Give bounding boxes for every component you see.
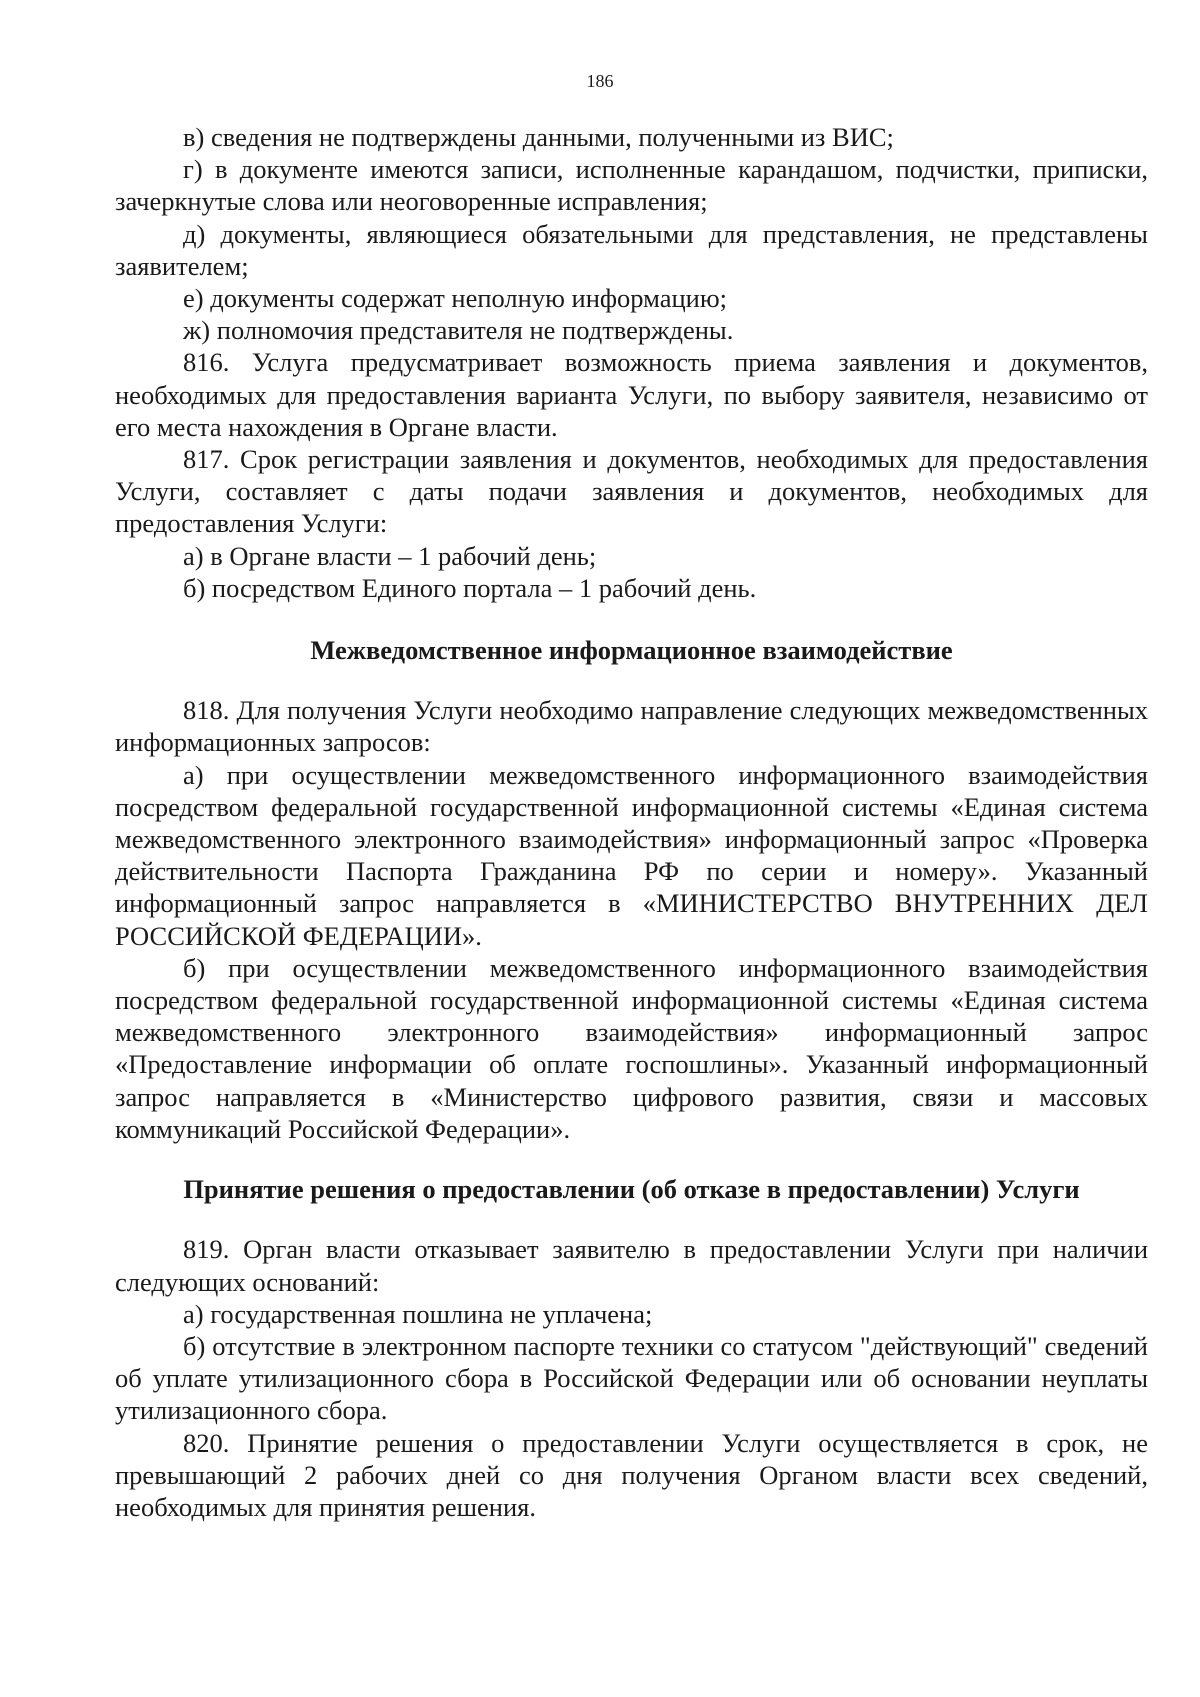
paragraph-item-d: д) документы, являющиеся обязательными для представления, не представлены заявителем; (115, 218, 1148, 281)
document-body (115, 121, 1148, 1523)
paragraph-item-e: е) документы содержат неполную информацию; (183, 283, 728, 314)
paragraph-817-a: а) в Органе власти – 1 рабочий день; (183, 540, 597, 571)
paragraph-item-v: в) сведения не подтверждены данными, полученными из ВИС; (183, 122, 894, 152)
paragraph-816: 816. Услуга предусматривает возможность приема заявления и документов, необходимых для предоставления варианта Услуги, по выбору заявителя, независимо от его места нахождения в Органе власти. (115, 347, 1148, 442)
section-heading-interagency: Межведомственное информационное взаимодействие (310, 635, 953, 666)
paragraph-item-zh: ж) полномочия представителя не подтверждены. (183, 315, 734, 346)
page-number: 186 (586, 71, 614, 91)
paragraph-819: 819. Орган власти отказывает заявителю в предоставлении Услуги при наличии следующих оснований: (115, 1234, 1148, 1297)
paragraph-818-a: а) при осуществлении межведомственного информационного взаимодействия посредством федеральной государственной информационной системы «Единая система межведомственного электронного взаимодействия» информационный запрос «Проверка действительности Паспорта Гражданина РФ по серии и номеру». Указанный информационный запрос направляется в «МИНИСТЕРСТВО ВНУТРЕННИХ ДЕЛ РОССИЙСКОЙ ФЕДЕРАЦИИ». (115, 759, 1148, 951)
paragraph-item-g: г) в документе имеются записи, исполненные карандашом, подчистки, приписки, зачеркнутые слова или неоговоренные исправления; (115, 154, 1148, 217)
paragraph-818: 818. Для получения Услуги необходимо направление следующих межведомственных информационных запросов: (115, 695, 1148, 758)
paragraph-817-b: б) посредством Единого портала – 1 рабочий день. (183, 572, 757, 603)
paragraph-818-b: б) при осуществлении межведомственного информационного взаимодействия посредством федеральной государственной информационной системы «Единая система межведомственного электронного взаимодействия» информационный запрос «Предоставление информации об оплате госпошлины». Указанный информационный запрос направляется в «Министерство цифрового развития, связи и массовых коммуникаций Российской Федерации». (115, 952, 1148, 1144)
paragraph-820: 820. Принятие решения о предоставлении Услуги осуществляется в срок, не превышающий 2 рабочих дней со дня получения Органом власти всех сведений, необходимых для принятия решения. (115, 1427, 1148, 1522)
paragraph-817: 817. Срок регистрации заявления и документов, необходимых для предоставления Услуги, составляет с даты подачи заявления и документов, необходимых для предоставления Услуги: (115, 444, 1148, 539)
section-heading-decision: Принятие решения о предоставлении (об отказе в предоставлении) Услуги (183, 1174, 1080, 1205)
paragraph-819-a: а) государственная пошлина не уплачена; (183, 1298, 653, 1329)
paragraph-819-b: б) отсутствие в электронном паспорте техники со статусом "действующий" сведений об уплате утилизационного сбора в Российской Федерации или об основании неуплаты утилизационного сбора. (115, 1330, 1148, 1426)
